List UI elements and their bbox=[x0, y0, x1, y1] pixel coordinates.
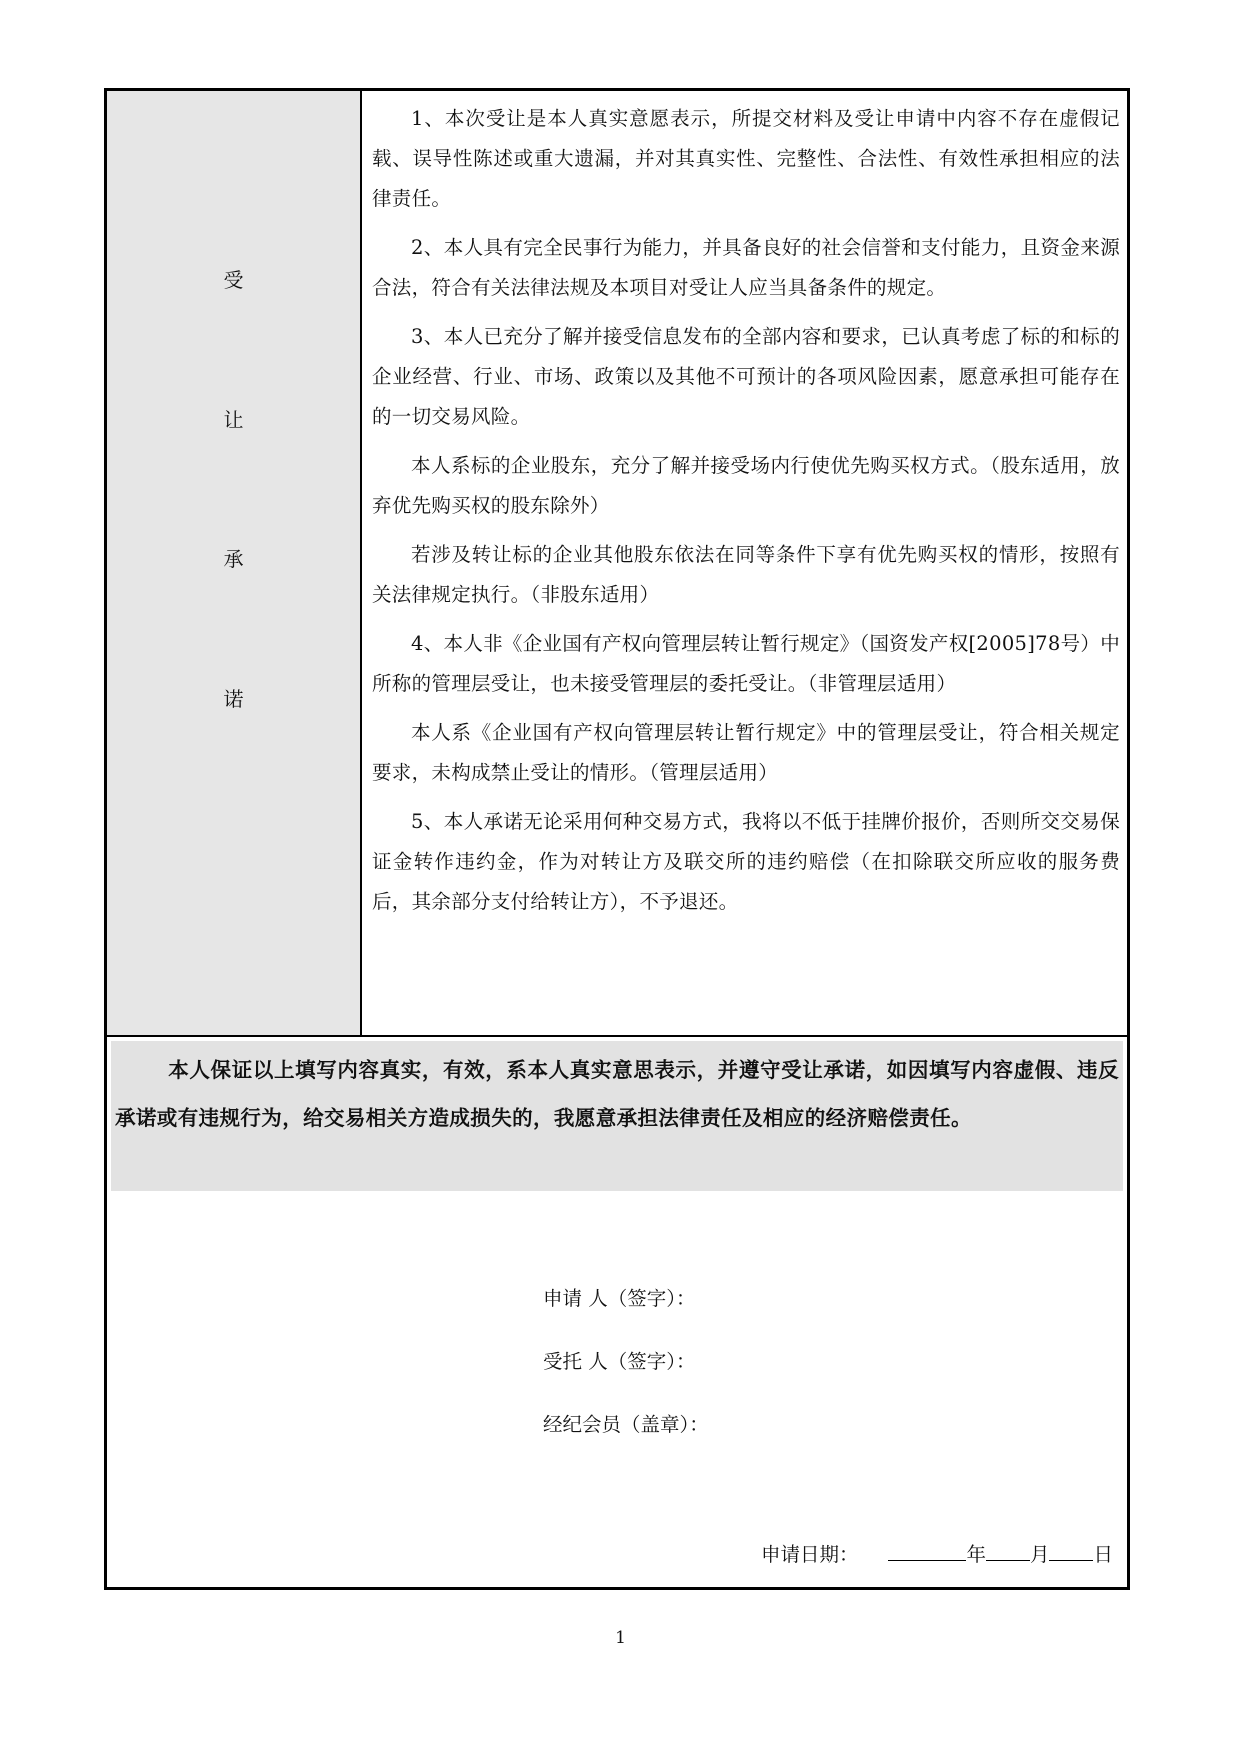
agent-signature-field[interactable]: 受托 人（签字）： bbox=[543, 1350, 696, 1373]
declaration-text: 本人保证以上填写内容真实，有效，系本人真实意思表示，并遵守受让承诺，如因填写内容虚假、违反承诺或有违规行为，给交易相关方造成损失的，我愿意承担法律责任及相应的经济赔偿责任。 bbox=[115, 1058, 1119, 1130]
commitment-content-cell bbox=[372, 99, 1120, 931]
declaration-band bbox=[111, 1041, 1123, 1191]
commitment-label-cell bbox=[107, 91, 362, 1035]
commitment-item-4: 4、本人非《企业国有产权向管理层转让暂行规定》（国资发产权[2005]78号）中所称的管理层受让，也未接受管理层的委托受让。（非管理层适用） bbox=[372, 632, 1120, 695]
signature-block bbox=[543, 1284, 943, 1473]
commitment-shareholder-clause: 本人系标的企业股东，充分了解并接受场内行使优先购买权方式。（股东适用，放弃优先购买权的股东除外） bbox=[372, 454, 1120, 517]
year-blank-field[interactable] bbox=[888, 1538, 966, 1561]
commitment-item-3: 3、本人已充分了解并接受信息发布的全部内容和要求，已认真考虑了标的和标的企业经营、行业、市场、政策以及其他不可预计的各项风险因素，愿意承担可能存在的一切交易风险。 bbox=[372, 325, 1120, 428]
commitment-item-1: 1、本次受让是本人真实意愿表示，所提交材料及受让申请中内容不存在虚假记载、误导性陈述或重大遗漏，并对其真实性、完整性、合法性、有效性承担相应的法律责任。 bbox=[372, 107, 1120, 210]
application-date-row bbox=[761, 1538, 1113, 1570]
commitment-management-clause: 本人系《企业国有产权向管理层转让暂行规定》中的管理层受让，符合相关规定要求，未构成禁止受让的情形。（管理层适用） bbox=[372, 721, 1120, 784]
label-char-rang: 让 bbox=[223, 408, 244, 432]
application-form-table bbox=[104, 88, 1130, 1590]
day-blank-field[interactable] bbox=[1049, 1538, 1093, 1561]
month-unit: 月 bbox=[1029, 1543, 1050, 1566]
commitment-item-5: 5、本人承诺无论采用何种交易方式，我将以不低于挂牌价报价，否则所交交易保证金转作违约金，作为对转让方及联交所的违约赔偿（在扣除联交所应收的服务费后，其余部分支付给转让方），不予退还。 bbox=[372, 810, 1120, 913]
commitment-non-shareholder-clause: 若涉及转让标的企业其他股东依法在同等条件下享有优先购买权的情形，按照有关法律规定执行。（非股东适用） bbox=[372, 543, 1120, 606]
day-unit: 日 bbox=[1093, 1543, 1113, 1566]
applicant-signature-field[interactable]: 申请 人（签字）： bbox=[543, 1287, 696, 1310]
month-blank-field[interactable] bbox=[986, 1538, 1030, 1561]
date-label: 申请日期： bbox=[760, 1543, 859, 1566]
page-number: 1 bbox=[615, 1628, 626, 1648]
commitment-item-2: 2、本人具有完全民事行为能力，并具备良好的社会信誉和支付能力，且资金来源合法，符合有关法律法规及本项目对受让人应当具备条件的规定。 bbox=[372, 236, 1120, 299]
label-char-nuo: 诺 bbox=[223, 687, 244, 711]
label-char-cheng: 承 bbox=[223, 547, 244, 571]
commitment-row bbox=[107, 91, 1127, 1037]
year-unit: 年 bbox=[966, 1543, 986, 1566]
label-char-shou: 受 bbox=[223, 268, 244, 292]
broker-seal-field[interactable]: 经纪会员（盖章）： bbox=[543, 1413, 709, 1436]
